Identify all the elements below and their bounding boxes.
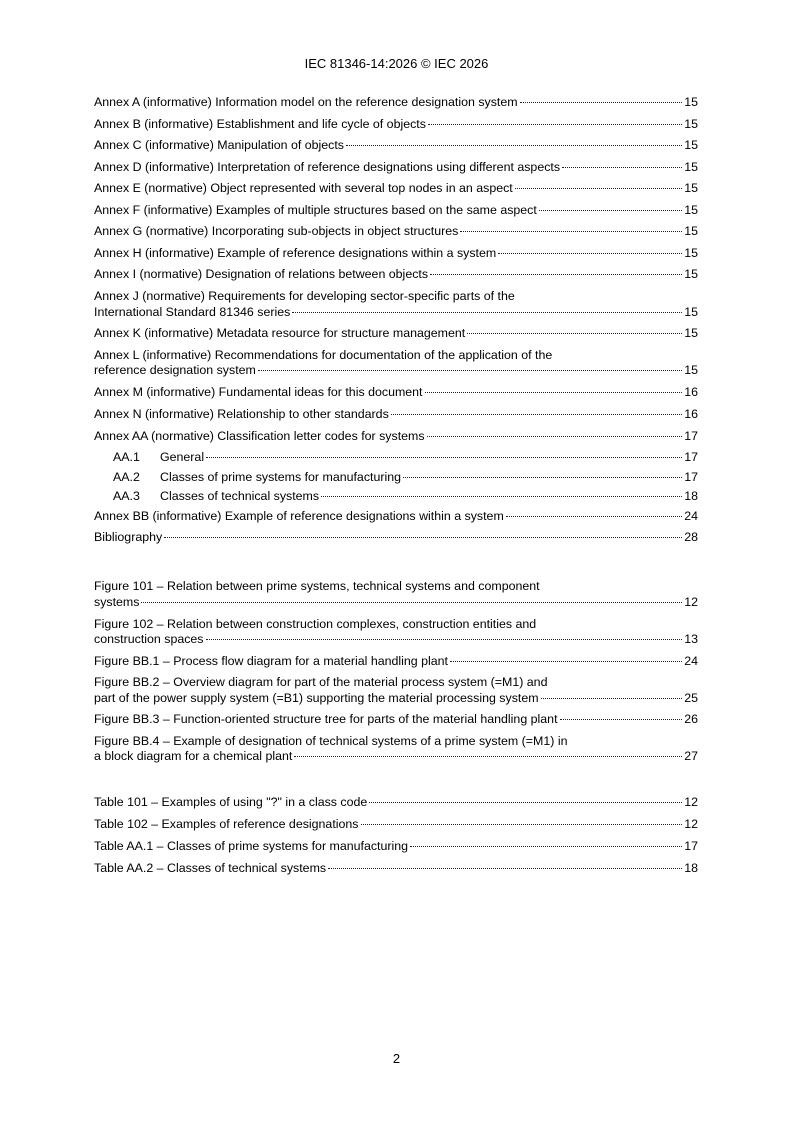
toc-entry-page: 17 bbox=[684, 839, 698, 853]
toc-entry-figure-bb1[interactable] bbox=[94, 654, 698, 676]
toc-entry-page: 15 bbox=[684, 304, 698, 319]
toc-entry-page: 12 bbox=[684, 795, 698, 809]
toc-entry-title: Table AA.1 – Classes of prime systems for manufacturing bbox=[94, 839, 409, 853]
toc-entry-title: Annex F (informative) Examples of multiple structures based on the same aspect bbox=[94, 202, 537, 217]
toc-entry-title: Annex H (informative) Example of reference designations within a system bbox=[94, 245, 497, 260]
toc-entry-title: Classes of prime systems for manufacturing bbox=[160, 469, 402, 484]
toc-entry-annex-m[interactable] bbox=[94, 385, 698, 407]
toc-entry-annex-g[interactable] bbox=[94, 224, 698, 246]
toc-annex-list bbox=[94, 95, 698, 552]
toc-entry-annex-e[interactable] bbox=[94, 181, 698, 203]
toc-entry-title-line1: Figure BB.4 – Example of designation of technical systems of a prime system (=M1) in bbox=[94, 733, 568, 748]
toc-entry-title: Annex A (informative) Information model on the reference designation system bbox=[94, 95, 518, 109]
toc-entry-page: 15 bbox=[684, 202, 698, 217]
toc-entry-page: 15 bbox=[684, 138, 698, 152]
toc-entry-annex-b[interactable] bbox=[94, 117, 698, 139]
toc-table-list bbox=[94, 795, 698, 883]
toc-entry-code: AA.3 bbox=[113, 489, 140, 503]
toc-entry-page: 15 bbox=[684, 159, 698, 174]
toc-entry-title: Figure BB.3 – Function-oriented structure tree for parts of the material handling plant bbox=[94, 712, 558, 726]
toc-entry-title-line1: Figure 101 – Relation between prime systems, technical systems and component bbox=[94, 579, 540, 593]
toc-entry-annex-n[interactable] bbox=[94, 407, 698, 429]
toc-entry-title: Annex K (informative) Metadata resource for structure management bbox=[94, 326, 466, 340]
toc-entry-annex-d[interactable] bbox=[94, 160, 698, 182]
toc-entry-page: 26 bbox=[684, 712, 698, 726]
toc-entry-figure-bb2[interactable] bbox=[94, 675, 698, 712]
toc-entry-title: Annex G (normative) Incorporating sub-objects in object structures bbox=[94, 224, 459, 238]
toc-entry-page: 15 bbox=[684, 267, 698, 281]
toc-figure-list bbox=[94, 579, 698, 771]
toc-entry-title-line1: Annex J (normative) Requirements for developing sector-specific parts of the bbox=[94, 289, 515, 303]
toc-entry-code: AA.2 bbox=[113, 469, 140, 484]
toc-entry-bibliography[interactable] bbox=[94, 530, 698, 552]
toc-entry-page: 17 bbox=[684, 469, 698, 484]
toc-entry-page: 15 bbox=[684, 326, 698, 340]
toc-entry-page: 15 bbox=[684, 116, 698, 131]
toc-entry-page: 24 bbox=[684, 508, 698, 523]
toc-entry-page: 15 bbox=[684, 181, 698, 195]
toc-entry-title: Annex AA (normative) Classification letter codes for systems bbox=[94, 428, 425, 443]
toc-entry-annex-a[interactable] bbox=[94, 95, 698, 117]
toc-entry-page: 16 bbox=[684, 406, 698, 421]
toc-entry-title: Annex D (informative) Interpretation of reference designations using different aspects bbox=[94, 159, 561, 174]
toc-entry-title: Table AA.2 – Classes of technical systems bbox=[94, 861, 327, 875]
toc-entry-title-line2: reference designation system bbox=[94, 363, 256, 377]
toc-entry-title: Table 101 – Examples of using "?" in a class code bbox=[94, 795, 368, 809]
toc-entry-title-line1: Figure BB.2 – Overview diagram for part of the material process system (=M1) and bbox=[94, 675, 548, 689]
toc-entry-aa2[interactable] bbox=[94, 470, 698, 490]
toc-entry-page: 12 bbox=[684, 817, 698, 831]
toc-entry-page: 15 bbox=[684, 224, 698, 238]
toc-entry-title: Annex E (normative) Object represented with several top nodes in an aspect bbox=[94, 181, 513, 195]
toc-entry-page: 17 bbox=[684, 428, 698, 443]
toc-entry-title-line2: International Standard 81346 series bbox=[94, 304, 291, 319]
toc-entry-title-line2: part of the power supply system (=B1) supporting the material processing system bbox=[94, 690, 539, 705]
toc-entry-page: 15 bbox=[684, 95, 698, 109]
toc-entry-annex-bb[interactable] bbox=[94, 509, 698, 531]
toc-entry-title-line1: Annex L (informative) Recommendations for documentation of the application of the bbox=[94, 347, 553, 362]
toc-entry-page: 24 bbox=[684, 653, 698, 668]
toc-entry-page: 15 bbox=[684, 363, 698, 377]
toc-entry-table-aa1[interactable] bbox=[94, 839, 698, 861]
toc-entry-title-line2: construction spaces bbox=[94, 632, 204, 646]
toc-entry-annex-c[interactable] bbox=[94, 138, 698, 160]
toc-entry-title: Annex C (informative) Manipulation of objects bbox=[94, 138, 344, 152]
toc-entry-table-102[interactable] bbox=[94, 817, 698, 839]
toc-entry-aa1[interactable] bbox=[94, 450, 698, 470]
toc-entry-annex-h[interactable] bbox=[94, 246, 698, 268]
toc-entry-page: 17 bbox=[684, 449, 698, 464]
toc-entry-annex-j[interactable] bbox=[94, 289, 698, 327]
page-number: 2 bbox=[392, 1051, 401, 1066]
toc-entry-title: Annex M (informative) Fundamental ideas for this document bbox=[94, 384, 423, 399]
toc-entry-title-line2: systems bbox=[94, 594, 140, 609]
toc-entry-title: Classes of technical systems bbox=[160, 489, 320, 503]
toc-entry-figure-bb3[interactable] bbox=[94, 712, 698, 734]
toc-entry-title: Bibliography bbox=[94, 530, 163, 544]
toc-entry-title: General bbox=[160, 449, 205, 464]
toc-entry-page: 13 bbox=[684, 632, 698, 646]
toc-entry-title: Table 102 – Examples of reference designations bbox=[94, 817, 359, 831]
toc-entry-page: 18 bbox=[684, 489, 698, 503]
toc-entry-figure-bb4[interactable] bbox=[94, 734, 698, 771]
toc-entry-figure-101[interactable] bbox=[94, 579, 698, 617]
page-header: IEC 81346-14:2026 © IEC 2026 bbox=[304, 56, 489, 71]
toc-entry-title: Annex B (informative) Establishment and life cycle of objects bbox=[94, 116, 426, 131]
toc-entry-page: 27 bbox=[684, 749, 698, 763]
toc-entry-annex-i[interactable] bbox=[94, 267, 698, 289]
toc-entry-title: Annex I (normative) Designation of relations between objects bbox=[94, 267, 429, 281]
toc-entry-title-line1: Figure 102 – Relation between construction complexes, construction entities and bbox=[94, 616, 537, 631]
toc-entry-page: 18 bbox=[684, 861, 698, 875]
toc-entry-annex-f[interactable] bbox=[94, 203, 698, 225]
toc-entry-aa3[interactable] bbox=[94, 489, 698, 509]
toc-entry-table-101[interactable] bbox=[94, 795, 698, 817]
toc-entry-table-aa2[interactable] bbox=[94, 861, 698, 883]
toc-entry-figure-102[interactable] bbox=[94, 617, 698, 654]
toc-entry-annex-aa[interactable] bbox=[94, 429, 698, 450]
toc-entry-page: 28 bbox=[684, 530, 698, 544]
toc-entry-title: Figure BB.1 – Process flow diagram for a material handling plant bbox=[94, 653, 448, 668]
toc-entry-page: 12 bbox=[684, 594, 698, 609]
toc-entry-title-line2: a block diagram for a chemical plant bbox=[94, 749, 293, 763]
toc-entry-page: 15 bbox=[684, 245, 698, 260]
toc-entry-page: 16 bbox=[684, 384, 698, 399]
toc-entry-title: Annex BB (informative) Example of reference designations within a system bbox=[94, 508, 504, 523]
toc-entry-annex-k[interactable] bbox=[94, 326, 698, 348]
toc-entry-code: AA.1 bbox=[113, 449, 140, 464]
toc-entry-title: Annex N (informative) Relationship to other standards bbox=[94, 406, 389, 421]
toc-entry-page: 25 bbox=[684, 690, 698, 705]
toc-entry-annex-l[interactable] bbox=[94, 348, 698, 385]
